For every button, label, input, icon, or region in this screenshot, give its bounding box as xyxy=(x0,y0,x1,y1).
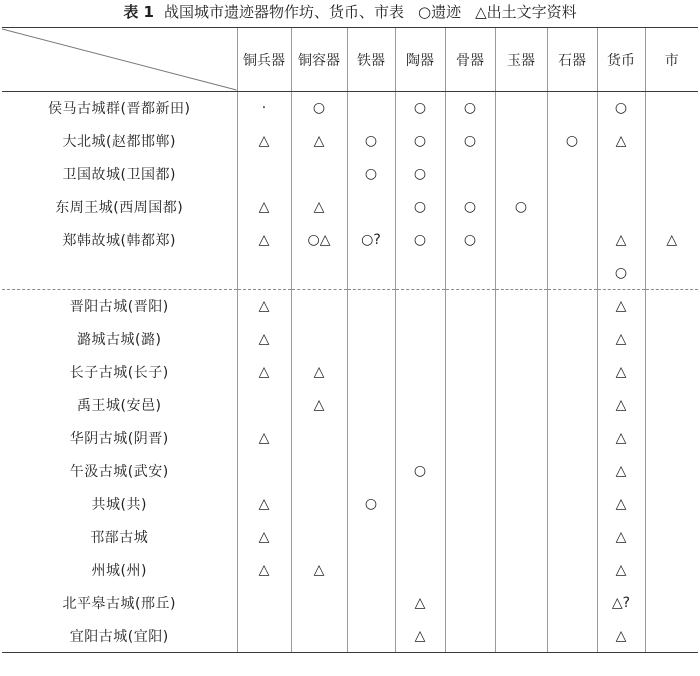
city-name-cell: 共城(共) xyxy=(91,497,147,513)
column-header: 骨器 xyxy=(445,28,495,92)
mark-cell xyxy=(495,224,547,257)
mark-cell xyxy=(495,554,547,587)
city-name-cell xyxy=(2,257,237,290)
table-row xyxy=(2,389,698,422)
mark-cell xyxy=(645,356,698,389)
mark-cell xyxy=(347,422,395,455)
data-table xyxy=(2,27,698,653)
mark-cell xyxy=(547,587,597,620)
mark-cell xyxy=(547,356,597,389)
city-name-cell: 长子古城(长子) xyxy=(69,365,169,381)
mark-cell: △ xyxy=(237,125,291,158)
mark-cell: △ xyxy=(237,290,291,323)
city-name-cell: 东周王城(西周国都) xyxy=(55,200,184,216)
city-name-cell: 禹王城(安邑) xyxy=(77,398,162,414)
mark-cell xyxy=(645,125,698,158)
mark-cell xyxy=(547,422,597,455)
mark-cell xyxy=(395,422,445,455)
mark-cell xyxy=(291,521,347,554)
mark-cell xyxy=(547,224,597,257)
mark-cell xyxy=(291,323,347,356)
mark-cell: △ xyxy=(237,356,291,389)
mark-cell: ○ xyxy=(597,257,645,290)
mark-cell xyxy=(547,92,597,125)
caption-text: 战国城市遗迹器物作坊、货币、市表 xyxy=(164,3,405,21)
mark-cell: △? xyxy=(597,587,645,620)
mark-cell: ○ xyxy=(291,92,347,125)
city-name-cell: 宜阳古城(宜阳) xyxy=(2,620,237,653)
table-body xyxy=(2,92,698,653)
mark-cell: ○ xyxy=(445,224,495,257)
table-row xyxy=(2,257,698,290)
mark-cell: ○ xyxy=(547,125,597,158)
mark-cell xyxy=(645,323,698,356)
corner-cell xyxy=(2,28,237,92)
mark-cell xyxy=(547,290,597,323)
column-header: 铜容器 xyxy=(291,28,347,92)
mark-cell xyxy=(347,587,395,620)
mark-cell xyxy=(347,521,395,554)
city-name-cell: 晋阳古城(晋阳) xyxy=(2,290,237,323)
mark-cell xyxy=(495,521,547,554)
mark-cell xyxy=(395,257,445,290)
mark-cell: △ xyxy=(597,422,645,455)
mark-cell: △ xyxy=(291,554,347,587)
table-row xyxy=(2,587,698,620)
mark-cell: · xyxy=(237,92,291,125)
mark-cell: △ xyxy=(237,224,291,257)
mark-cell: ○ xyxy=(597,92,645,125)
mark-cell: ○ xyxy=(395,125,445,158)
mark-cell xyxy=(395,356,445,389)
column-header: 玉器 xyxy=(495,28,547,92)
mark-cell xyxy=(645,257,698,290)
table-row xyxy=(2,323,698,356)
mark-cell xyxy=(395,290,445,323)
mark-cell: △ xyxy=(597,554,645,587)
mark-cell: △ xyxy=(597,356,645,389)
mark-cell xyxy=(347,257,395,290)
mark-cell: △ xyxy=(291,356,347,389)
mark-cell: ○? xyxy=(347,224,395,257)
city-name-cell: 郑韩故城(韩都郑) xyxy=(62,233,176,249)
mark-cell xyxy=(445,554,495,587)
mark-cell: ○ xyxy=(395,191,445,224)
mark-cell xyxy=(395,554,445,587)
mark-cell xyxy=(495,323,547,356)
table-row xyxy=(2,554,698,587)
mark-cell xyxy=(445,620,495,653)
mark-cell xyxy=(645,290,698,323)
mark-cell xyxy=(645,620,698,653)
mark-cell xyxy=(445,290,495,323)
column-header: 市 xyxy=(645,28,698,92)
mark-cell xyxy=(495,422,547,455)
mark-cell xyxy=(291,290,347,323)
mark-cell xyxy=(547,257,597,290)
mark-cell: ○ xyxy=(445,92,495,125)
table-row xyxy=(2,92,698,125)
mark-cell: ○ xyxy=(495,191,547,224)
mark-cell xyxy=(547,620,597,653)
mark-cell xyxy=(645,488,698,521)
mark-cell xyxy=(547,521,597,554)
mark-cell xyxy=(347,191,395,224)
mark-cell: △ xyxy=(237,422,291,455)
mark-cell: △ xyxy=(597,521,645,554)
header-row xyxy=(2,28,698,92)
mark-cell xyxy=(291,422,347,455)
mark-cell xyxy=(237,455,291,488)
mark-cell xyxy=(291,620,347,653)
mark-cell xyxy=(445,257,495,290)
mark-cell: △ xyxy=(645,224,698,257)
mark-cell xyxy=(445,323,495,356)
table-row xyxy=(2,158,698,191)
mark-cell xyxy=(347,620,395,653)
column-header: 铁器 xyxy=(347,28,395,92)
table-row xyxy=(2,422,698,455)
mark-cell xyxy=(547,455,597,488)
mark-cell xyxy=(645,191,698,224)
mark-cell xyxy=(495,290,547,323)
city-name-cell: 大北城(赵都邯郸) xyxy=(62,134,176,150)
mark-cell xyxy=(547,158,597,191)
mark-cell: △ xyxy=(597,455,645,488)
table-row xyxy=(2,521,698,554)
mark-cell xyxy=(395,521,445,554)
mark-cell xyxy=(291,587,347,620)
mark-cell xyxy=(347,92,395,125)
mark-cell xyxy=(547,554,597,587)
mark-cell xyxy=(445,389,495,422)
mark-cell: △ xyxy=(237,488,291,521)
mark-cell xyxy=(495,356,547,389)
mark-cell: △ xyxy=(395,620,445,653)
mark-cell xyxy=(237,620,291,653)
mark-cell xyxy=(347,290,395,323)
table-row xyxy=(2,620,698,653)
mark-cell xyxy=(291,488,347,521)
city-name-cell: 州城(州) xyxy=(91,563,147,579)
mark-cell: ○ xyxy=(347,488,395,521)
mark-cell xyxy=(645,92,698,125)
mark-cell xyxy=(347,323,395,356)
legend-text: △出土文字资料 xyxy=(475,3,577,21)
mark-cell xyxy=(291,158,347,191)
mark-cell xyxy=(547,323,597,356)
mark-cell: △ xyxy=(597,125,645,158)
mark-cell xyxy=(495,455,547,488)
mark-cell xyxy=(445,356,495,389)
mark-cell: ○ xyxy=(395,92,445,125)
caption-label: 表 1 xyxy=(123,3,154,21)
mark-cell xyxy=(547,389,597,422)
mark-cell: △ xyxy=(597,389,645,422)
mark-cell: ○△ xyxy=(291,224,347,257)
mark-cell xyxy=(645,422,698,455)
mark-cell: ○ xyxy=(395,158,445,191)
mark-cell xyxy=(237,257,291,290)
mark-cell: △ xyxy=(237,323,291,356)
mark-cell xyxy=(291,257,347,290)
mark-cell: △ xyxy=(597,488,645,521)
city-name-cell: 北平皋古城(邢丘) xyxy=(62,596,176,612)
mark-cell xyxy=(237,587,291,620)
column-header: 货币 xyxy=(597,28,645,92)
table-row xyxy=(2,191,698,224)
city-name-cell: 侯马古城群(晋都新田) xyxy=(48,101,191,118)
mark-cell xyxy=(645,158,698,191)
mark-cell xyxy=(645,455,698,488)
mark-cell: △ xyxy=(237,521,291,554)
mark-cell xyxy=(495,488,547,521)
mark-cell xyxy=(495,125,547,158)
mark-cell: △ xyxy=(597,620,645,653)
mark-cell xyxy=(645,389,698,422)
mark-cell xyxy=(495,257,547,290)
city-name-cell: 午汲古城(武安) xyxy=(69,464,169,480)
mark-cell xyxy=(291,455,347,488)
mark-cell: △ xyxy=(237,554,291,587)
mark-cell: △ xyxy=(291,389,347,422)
city-name-cell: 华阴古城(阴晋) xyxy=(69,431,169,447)
mark-cell xyxy=(597,158,645,191)
mark-cell: ○ xyxy=(395,224,445,257)
mark-cell xyxy=(495,620,547,653)
mark-cell xyxy=(495,587,547,620)
column-header: 陶器 xyxy=(395,28,445,92)
mark-cell xyxy=(645,554,698,587)
mark-cell: △ xyxy=(291,191,347,224)
city-name-cell: 邗郚古城 xyxy=(90,530,149,546)
mark-cell xyxy=(347,455,395,488)
mark-cell xyxy=(395,488,445,521)
mark-cell xyxy=(347,389,395,422)
city-name-cell: 卫国故城(卫国都) xyxy=(62,167,176,183)
table-row xyxy=(2,488,698,521)
mark-cell: △ xyxy=(237,191,291,224)
column-header: 铜兵器 xyxy=(237,28,291,92)
mark-cell: ○ xyxy=(445,125,495,158)
mark-cell xyxy=(395,323,445,356)
table-row xyxy=(2,125,698,158)
mark-cell: △ xyxy=(291,125,347,158)
mark-cell xyxy=(237,389,291,422)
table-row xyxy=(2,224,698,257)
mark-cell xyxy=(445,521,495,554)
mark-cell: △ xyxy=(395,587,445,620)
city-name-cell: 潞城古城(潞) xyxy=(77,332,162,348)
table-row xyxy=(2,290,698,323)
mark-cell xyxy=(237,158,291,191)
diagonal-line xyxy=(2,28,237,91)
mark-cell xyxy=(645,521,698,554)
mark-cell xyxy=(347,356,395,389)
mark-cell: ○ xyxy=(395,455,445,488)
mark-cell: △ xyxy=(597,323,645,356)
mark-cell xyxy=(547,488,597,521)
mark-cell: △ xyxy=(597,290,645,323)
legend-site: ○遗迹 xyxy=(418,3,462,21)
table-caption xyxy=(0,0,700,24)
mark-cell: ○ xyxy=(347,125,395,158)
mark-cell xyxy=(445,455,495,488)
mark-cell xyxy=(445,587,495,620)
mark-cell xyxy=(347,554,395,587)
mark-cell xyxy=(495,158,547,191)
mark-cell xyxy=(495,92,547,125)
mark-cell xyxy=(445,158,495,191)
mark-cell xyxy=(395,389,445,422)
table-row xyxy=(2,455,698,488)
mark-cell xyxy=(495,389,547,422)
mark-cell xyxy=(445,422,495,455)
mark-cell: ○ xyxy=(445,191,495,224)
mark-cell xyxy=(597,191,645,224)
mark-cell: △ xyxy=(597,224,645,257)
table-row xyxy=(2,356,698,389)
mark-cell xyxy=(645,587,698,620)
mark-cell: ○ xyxy=(347,158,395,191)
mark-cell xyxy=(445,488,495,521)
mark-cell xyxy=(547,191,597,224)
column-header: 石器 xyxy=(547,28,597,92)
